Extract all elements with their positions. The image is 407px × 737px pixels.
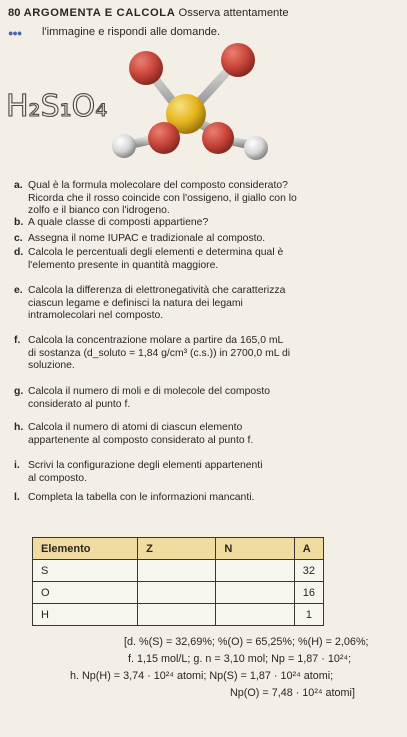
molecule-model-image xyxy=(104,42,284,178)
table-header-cell: Elemento xyxy=(33,538,138,560)
table-header-cell: A xyxy=(294,538,323,560)
question-line: soluzione. xyxy=(28,360,75,372)
table-cell xyxy=(216,604,294,626)
question-line: Calcola il numero di atomi di ciascun elemento xyxy=(28,422,243,433)
table-cell: O xyxy=(33,582,138,604)
question-letter: l. xyxy=(14,492,20,503)
question-line: ciascun legame e definisci la natura dei legami xyxy=(28,297,243,309)
oxygen-atom xyxy=(129,51,163,85)
question-line: Assegna il nome IUPAC e tradizionale al composto. xyxy=(28,233,266,244)
answer-line: [d. %(S) = 32,69%; %(O) = 65,25%; %(H) = 2,06%; xyxy=(124,636,369,648)
exercise-header xyxy=(8,6,400,38)
question-line: l'elemento presente in quantità maggiore. xyxy=(28,259,219,271)
hydrogen-atom xyxy=(244,136,268,160)
difficulty-dots-icon: ●●● xyxy=(8,28,22,38)
question-line: Qual è la formula molecolare del composto considerato? xyxy=(28,180,288,191)
table-cell xyxy=(138,560,216,582)
table-header-cell: Z xyxy=(138,538,216,560)
question-letter: c. xyxy=(14,233,23,244)
exercise-intro-line2: l'immagine e rispondi alle domande. xyxy=(42,26,221,38)
question-text xyxy=(28,492,380,505)
question-line: intramolecolari nel composto. xyxy=(28,310,164,322)
answer-line: h. Np(H) = 3,74 · 10²⁴ atomi; Np(S) = 1,87 · 10²⁴ atomi; xyxy=(70,670,334,682)
question-text xyxy=(28,217,380,230)
answer-line: Np(O) = 7,48 · 10²⁴ atomi] xyxy=(230,687,355,699)
question-letter: i. xyxy=(14,460,20,471)
question-line: Completa la tabella con le informazioni mancanti. xyxy=(28,492,255,503)
question-line: Calcola la differenza di elettronegatività che caratterizza xyxy=(28,285,286,296)
question-letter: g. xyxy=(14,386,24,397)
question-line: considerato al punto f. xyxy=(28,398,131,410)
question-letter: b. xyxy=(14,217,24,228)
table-row xyxy=(33,560,324,582)
table-cell: H xyxy=(33,604,138,626)
exercise-title: ARGOMENTA E CALCOLA xyxy=(23,7,176,19)
question-line: zolfo e il bianco con l'idrogeno. xyxy=(28,205,170,217)
oxygen-atom xyxy=(221,43,255,77)
table-row xyxy=(33,604,324,626)
question-line: di sostanza (d_soluto = 1,84 g/cm³ (c.s.)) in 2700,0 mL di xyxy=(28,347,291,359)
element-table xyxy=(32,537,324,626)
hydrogen-atom xyxy=(112,134,136,158)
handwritten-formula-text: H₂S₁O₄ xyxy=(6,89,108,124)
question-line: Scrivi la configurazione degli elementi appartenenti xyxy=(28,460,263,471)
table-cell xyxy=(216,560,294,582)
question-text xyxy=(28,422,380,447)
question-line: Calcola la concentrazione molare a partire da 165,0 mL xyxy=(28,335,284,346)
question-text xyxy=(28,180,380,218)
question-line: al composto. xyxy=(28,472,87,484)
question-text xyxy=(28,285,380,323)
table-header-row xyxy=(33,538,324,560)
question-letter: a. xyxy=(14,180,23,191)
exercise-intro-line1: Osserva attentamente xyxy=(178,7,289,19)
question-text xyxy=(28,247,380,272)
question-letter: d. xyxy=(14,247,24,258)
question-text xyxy=(28,386,380,411)
question-letter: e. xyxy=(14,285,23,296)
table-cell xyxy=(138,604,216,626)
question-line: Ricorda che il rosso coincide con l'ossigeno, il giallo con lo xyxy=(28,192,297,204)
table-cell: 1 xyxy=(294,604,323,626)
question-letter: h. xyxy=(14,422,24,433)
question-text xyxy=(28,233,380,246)
answer-line: f. 1,15 mol/L; g. n = 3,10 mol; Np = 1,87 · 10²⁴; xyxy=(128,653,352,665)
table-cell: 32 xyxy=(294,560,323,582)
table-cell: S xyxy=(33,560,138,582)
oxygen-atom xyxy=(148,122,180,154)
exercise-number: 80 xyxy=(8,7,21,19)
question-text xyxy=(28,460,380,485)
question-line: appartenente al composto considerato al punto f. xyxy=(28,434,254,446)
question-line: Calcola le percentuali degli elementi e determina qual è xyxy=(28,247,284,258)
question-line: A quale classe di composti appartiene? xyxy=(28,217,209,228)
question-text xyxy=(28,335,380,373)
oxygen-atom xyxy=(202,122,234,154)
table-cell: 16 xyxy=(294,582,323,604)
question-line: Calcola il numero di moli e di molecole del composto xyxy=(28,386,270,397)
table-cell xyxy=(138,582,216,604)
question-letter: f. xyxy=(14,335,21,346)
table-header-cell: N xyxy=(216,538,294,560)
table-cell xyxy=(216,582,294,604)
table-row xyxy=(33,582,324,604)
